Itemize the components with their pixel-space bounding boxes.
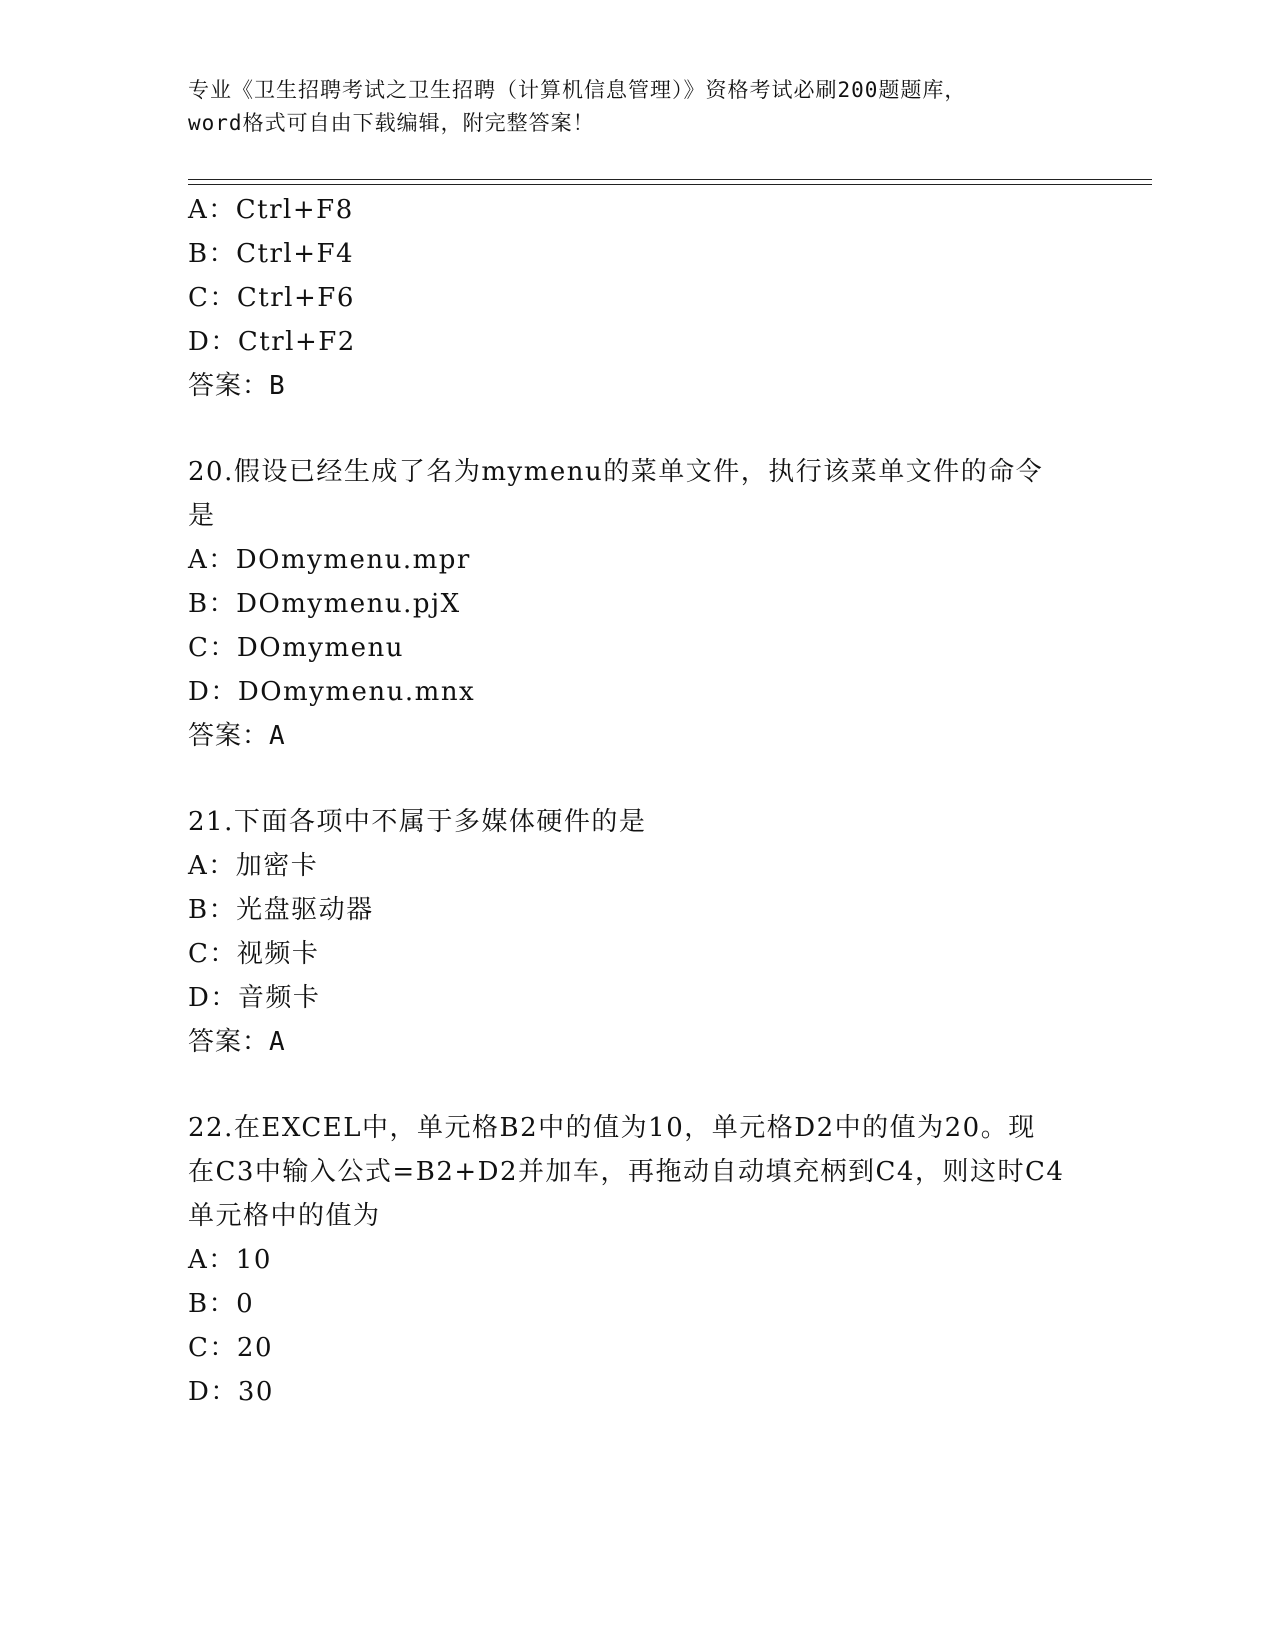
- document-header: [188, 74, 1088, 140]
- option-key: B：: [188, 239, 237, 269]
- option-text: DOmymenu: [236, 633, 404, 663]
- option-key: D：: [188, 327, 238, 357]
- q19-option-a: [188, 195, 354, 225]
- q21-option-b: [188, 895, 374, 925]
- option-key: B：: [188, 589, 237, 619]
- option-key: C：: [188, 283, 237, 313]
- option-key: A：: [188, 1245, 236, 1275]
- option-key: A：: [188, 851, 236, 881]
- option-text: 音频卡: [237, 983, 321, 1013]
- option-text: DOmymenu.mpr: [235, 545, 471, 575]
- option-key: B：: [188, 1289, 237, 1319]
- header-line-1: 专业《卫生招聘考试之卫生招聘（计算机信息管理）》资格考试必刷200题题库，: [188, 78, 967, 102]
- q20-option-d: [188, 677, 475, 707]
- q20-answer: 答案：A: [188, 721, 286, 751]
- q21-answer: 答案：A: [188, 1027, 286, 1057]
- option-key: B：: [188, 895, 237, 925]
- option-text: 0: [236, 1289, 255, 1319]
- option-key: D：: [188, 677, 238, 707]
- option-text: Ctrl+F2: [237, 327, 356, 357]
- option-text: 10: [235, 1245, 272, 1275]
- option-text: Ctrl+F8: [235, 195, 354, 225]
- option-key: C：: [188, 1333, 237, 1363]
- q20-stem-line-2: 是: [188, 501, 216, 531]
- q22-stem-line-3: 单元格中的值为: [188, 1201, 381, 1231]
- q19-option-c: [188, 283, 355, 313]
- option-text: 光盘驱动器: [236, 895, 374, 925]
- q19-answer: 答案：B: [188, 371, 286, 401]
- header-divider-top: [188, 179, 1152, 180]
- option-text: 视频卡: [236, 939, 320, 969]
- q21-stem-line-1: 21.下面各项中不属于多媒体硬件的是: [188, 807, 647, 837]
- option-text: DOmymenu.pjX: [236, 589, 461, 619]
- header-divider-bottom: [188, 184, 1152, 185]
- q19-option-d: [188, 327, 356, 357]
- q22-stem-line-2: 在C3中输入公式=B2+D2并加车，再拖动自动填充柄到C4，则这时C4: [188, 1157, 1065, 1187]
- q20-option-c: [188, 633, 404, 663]
- option-key: C：: [188, 633, 237, 663]
- option-text: 30: [237, 1377, 274, 1407]
- option-text: DOmymenu.mnx: [237, 677, 476, 707]
- q22-stem-line-1: 22.在EXCEL中，单元格B2中的值为10，单元格D2中的值为20。现: [188, 1113, 1036, 1143]
- q22-option-c: [188, 1333, 273, 1363]
- q22-option-b: [188, 1289, 254, 1319]
- header-line-2: word格式可自由下载编辑，附完整答案！: [188, 111, 595, 135]
- option-key: D：: [188, 983, 238, 1013]
- option-text: Ctrl+F6: [236, 283, 355, 313]
- q19-option-b: [188, 239, 354, 269]
- option-key: C：: [188, 939, 237, 969]
- q22-option-a: [188, 1245, 272, 1275]
- q21-option-c: [188, 939, 319, 969]
- q20-option-a: [188, 545, 471, 575]
- option-key: A：: [188, 195, 236, 225]
- option-key: A：: [188, 545, 236, 575]
- option-key: D：: [188, 1377, 238, 1407]
- option-text: 加密卡: [235, 851, 319, 881]
- q20-option-b: [188, 589, 461, 619]
- q21-option-d: [188, 983, 320, 1013]
- q21-option-a: [188, 851, 318, 881]
- option-text: Ctrl+F4: [236, 239, 355, 269]
- q20-stem-line-1: 20.假设已经生成了名为mymenu的菜单文件，执行该菜单文件的命令: [188, 457, 1044, 487]
- q22-option-d: [188, 1377, 274, 1407]
- option-text: 20: [236, 1333, 273, 1363]
